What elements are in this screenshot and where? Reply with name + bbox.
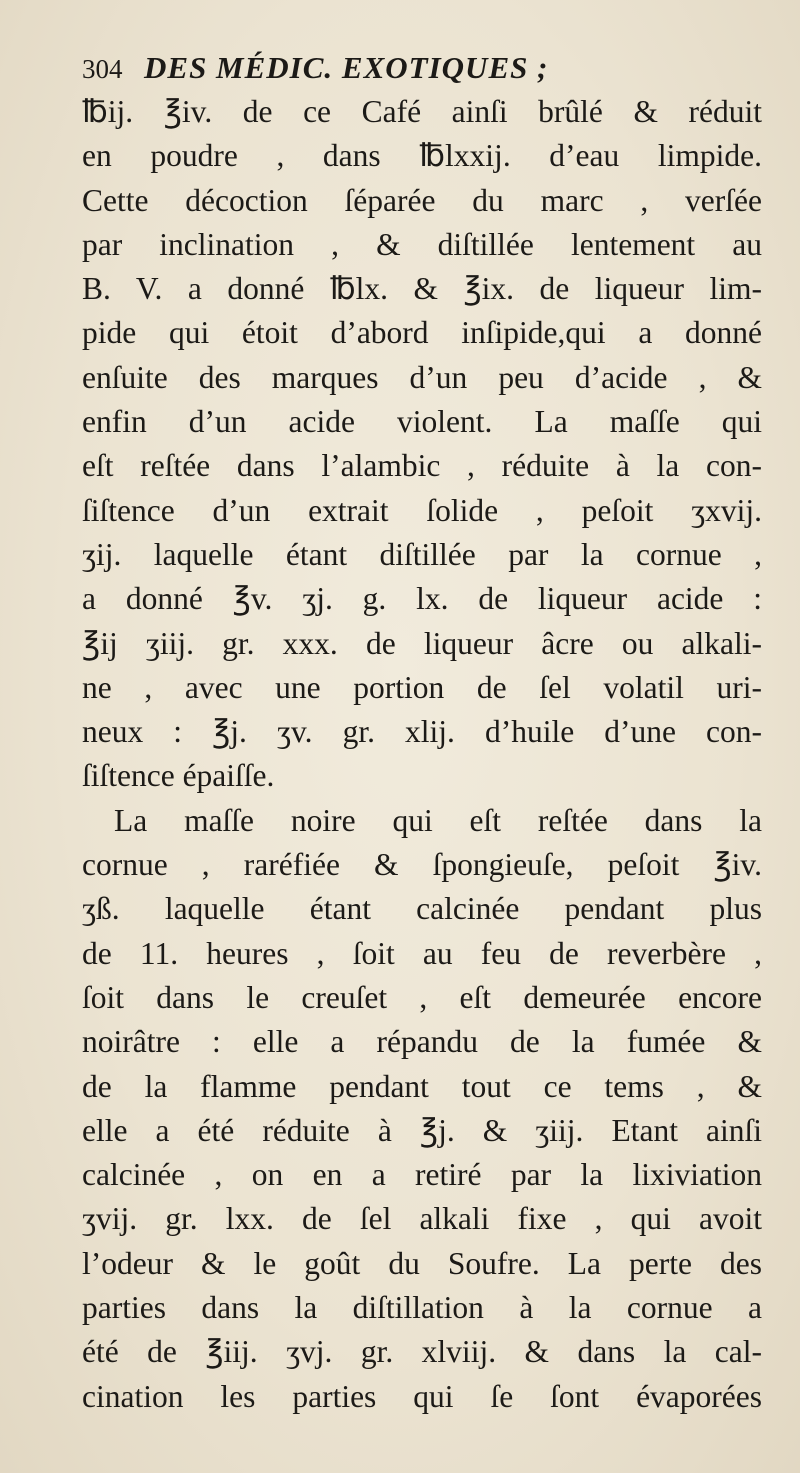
text-line: elle a été réduite à ℥j. & ʒiij. Etant ainſi	[82, 1112, 762, 1148]
text-line: en poudre , dans ℔lxxij. d’eau limpide.	[82, 138, 762, 174]
paragraph-start-line: La maſſe noire qui eſt reſtée dans la	[114, 802, 762, 838]
running-title: DES MÉDIC. EXOTIQUES ;	[144, 50, 549, 85]
text-line: enſuite des marques d’un peu d’acide , &	[82, 359, 762, 395]
text-line: ʒij. laquelle étant diſtillée par la cornue ,	[82, 536, 762, 572]
text-line: ne , avec une portion de ſel volatil uri-	[82, 669, 762, 705]
text-line: parties dans la diſtillation à la cornue a	[82, 1290, 762, 1326]
text-line: de 11. heures , ſoit au feu de reverbère ,	[82, 935, 762, 971]
text-line: cination les parties qui ſe ſont évaporées	[82, 1378, 762, 1414]
page-number: 304	[82, 54, 123, 84]
text-line: cornue , raréfiée & ſpongieuſe, peſoit ℥iv.	[82, 847, 762, 883]
text-line: été de ℥iij. ʒvj. gr. xlviij. & dans la cal-	[82, 1334, 762, 1370]
text-line: enfin d’un acide violent. La maſſe qui	[82, 404, 762, 440]
text-line: ℔ij. ℥iv. de ce Café ainſi brûlé & réduit	[82, 94, 762, 129]
text-line: a donné ℥v. ʒj. g. lx. de liqueur acide :	[82, 581, 762, 617]
text-line: ſiſtence d’un extrait ſolide , peſoit ʒxvij.	[82, 492, 762, 528]
text-line: de la flamme pendant tout ce tems , &	[82, 1068, 762, 1104]
text-line: ʒß. laquelle étant calcinée pendant plus	[82, 891, 762, 927]
text-line: B. V. a donné ℔lx. & ℥ix. de liqueur lim-	[82, 271, 762, 307]
text-line: l’odeur & le goût du Soufre. La perte des	[82, 1245, 762, 1281]
text-line: Cette décoction ſéparée du marc , verſée	[82, 182, 762, 218]
body-text	[82, 90, 762, 1419]
running-header	[82, 44, 762, 92]
text-line: noirâtre : elle a répandu de la fumée &	[82, 1024, 762, 1060]
text-line: par inclination , & diſtillée lentement au	[82, 226, 762, 262]
paragraph-end-line: ſiſtence épaiſſe.	[82, 758, 275, 794]
text-line: pide qui étoit d’abord inſipide,qui a donné	[82, 315, 762, 351]
text-line: ʒvij. gr. lxx. de ſel alkali fixe , qui avoit	[82, 1201, 762, 1237]
text-line: calcinée , on en a retiré par la lixiviation	[82, 1157, 762, 1193]
text-line: ſoit dans le creuſet , eſt demeurée encore	[82, 979, 762, 1015]
text-line: eſt reſtée dans l’alambic , réduite à la con-	[82, 448, 762, 484]
text-line: ℥ij ʒiij. gr. xxx. de liqueur âcre ou alkali-	[82, 625, 762, 661]
text-line: neux : ℥j. ʒv. gr. xlij. d’huile d’une con-	[82, 714, 762, 750]
